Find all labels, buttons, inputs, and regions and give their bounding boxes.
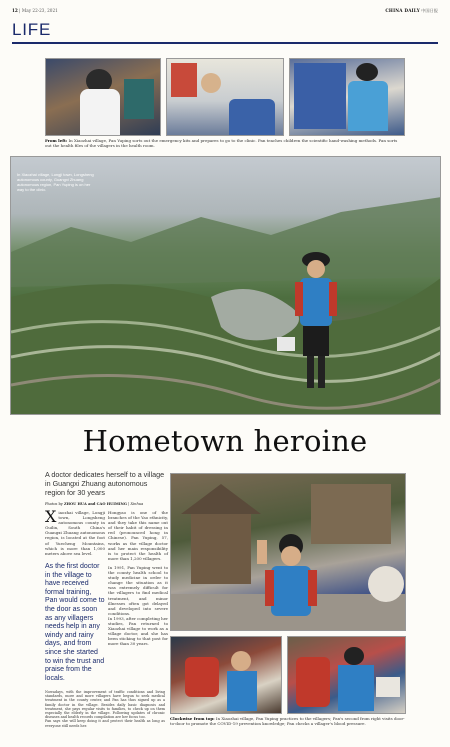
- section-rule: [12, 42, 438, 44]
- paper-name: CHINA DAILY: [385, 8, 420, 13]
- top-caption-text: In Xiaozhai village, Pan Yuping sorts out the emergency kits and prepares to go to the clinic. Pan teaches children the scientific hand-washing methods. Pan sorts out the health files of the villagers in the health room.: [45, 138, 398, 148]
- body-column-left: [45, 507, 105, 556]
- body-paragraph-7: Pan says she will keep doing it and protect their health as long as everyone still needs her.: [45, 719, 165, 728]
- top-photos-caption: [45, 138, 405, 148]
- body-paragraph-3: In 1991, Pan Yuping went to the county health school to study medicine in order to change the situation as it was extremely difficult for the villagers to find medical treatment, and minor illnesses often got delayed and developed into severe conditions.: [108, 565, 168, 616]
- body-paragraph-4: In 1993, after completing her studies, Pan returned to Xiaozhai village to work as a village doctor, and she has been sticking to that post for more than 30 years.: [108, 615, 168, 647]
- photo-village-practice: [170, 473, 406, 631]
- body-column-bottom: [45, 690, 165, 728]
- photo-health-files: [289, 58, 405, 136]
- body-paragraph-2: Hongyao is one of the branches of the Yao ethnicity, and they take this name out of their habit of dressing in red (pronounced hong in Chinese). Pan Yuping, 57, works as the village doctor and her main responsibility is to protect the health of more than 1,200 villagers.: [108, 510, 168, 561]
- photo-blood-pressure: [287, 636, 406, 714]
- page-header: [12, 6, 438, 16]
- pull-quote: As the first doctor in the village to have received formal training, Pan would come to the door as soon as any villagers needs help in any windy and rainy days, and from since she started to win the trust and praise from the locals.: [45, 563, 105, 682]
- village-scene: [171, 474, 406, 631]
- byline-prefix: Photos by: [45, 502, 63, 506]
- article-deck: A doctor dedicates herself to a village in Guangxi Zhuang autonomous region for 30 years: [45, 470, 165, 497]
- top-caption-label: From left:: [45, 138, 68, 143]
- body-paragraph-6: Nowadays, with the improvement of traffic conditions and living standards, more and more villagers have begun to seek medical treatment in the county center, and Pan has thus signed up as a family doctor in the village. Besides daily basic diagnosis and treatment, she pays regular visits to families, to check up on them especially the elderly in the village. Following updates of chronic diseases and health records compilation are her focus too.: [45, 690, 165, 720]
- paper-name-chinese: 中国日报: [421, 8, 438, 13]
- terrace-landscape: [11, 157, 441, 415]
- body-column-right-lower: [108, 565, 168, 647]
- byline-outlet: Xinhua: [130, 502, 144, 506]
- page-number: 12: [12, 8, 18, 13]
- bottom-caption-text: In Xiaozhai village, Pan Yuping practices to the villagers; Pan's second from right visits door-to-door to promote the COVID-19 prevention knowledge; Pan checks a villager's blood pressure.: [170, 716, 405, 726]
- issue-date: May 22-23, 2021: [21, 8, 58, 13]
- body-paragraph-1: iaozhai village, Longji town, Longsheng autonomous county in Guilin, South China's Guangxi Zhuang autonomous region, is located at the foot of Yuecheng Mountains, which is more than 1,000 meters above sea level.: [45, 510, 105, 556]
- hero-photo-terraces: [10, 156, 441, 415]
- photo-door-to-door: [170, 636, 282, 714]
- bottom-photos-caption: [170, 716, 406, 726]
- hero-photo-caption: In Xiaozhai village, Longji town, Longsheng autonomous county, Guangxi Zhuang autonomous region, Pan Yuping is on her way to the clinic.: [17, 172, 94, 192]
- photo-hand-washing: [166, 58, 284, 136]
- article-headline: Hometown heroine: [82, 424, 368, 458]
- photo-emergency-kit: [45, 58, 161, 136]
- body-column-right: [108, 510, 168, 561]
- byline-authors: ZHOU HUA and CAO HUIMING: [63, 502, 127, 506]
- photo-byline: Photos by ZHOU HUA and CAO HUIMING | Xinhua: [45, 502, 144, 506]
- section-title: LIFE: [12, 20, 52, 39]
- drop-cap: X: [45, 507, 57, 526]
- bottom-caption-label: Clockwise from top:: [170, 716, 215, 721]
- header-left: 12 | May 22-23, 2021: [12, 8, 58, 13]
- header-right: [385, 8, 438, 14]
